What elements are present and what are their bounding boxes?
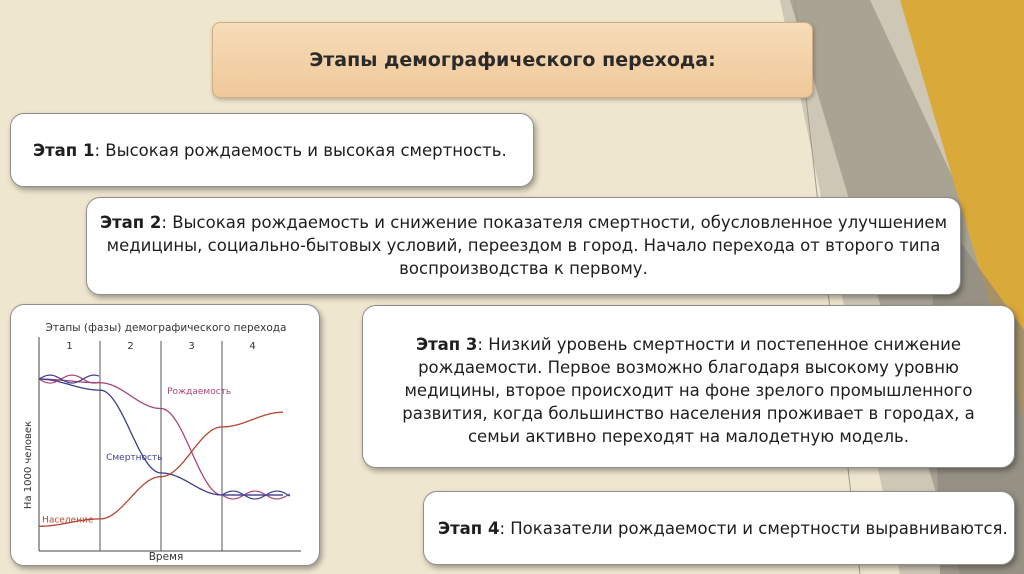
demographic-transition-chart <box>11 305 320 566</box>
stage-2-label: Этап 2 <box>99 213 162 232</box>
stage-2-box: Этап 2: Высокая рождаемость и снижение показателя смертности, обусловленное улучшением медицины, социально-бытовых условий, переездом в город. Начало перехода от второго типа воспроизводства к первому. <box>86 197 961 295</box>
stage-1-text: Высокая рождаемость и высокая смертность. <box>100 140 507 160</box>
phase-label: 3 <box>188 341 195 352</box>
death-annotation: Смертность <box>106 453 163 464</box>
stage-3-label: Этап 3 <box>415 335 478 354</box>
stage-2-text: Высокая рождаемость и снижение показателя смертности, обусловленное улучшением медицины, социально-бытовых условий, переездом в город. Начало перехода от второго типа воспроизводства к первому. <box>106 213 948 278</box>
stage-4-box: Этап 4: Показатели рождаемости и смертности выравниваются. <box>423 491 1015 565</box>
page-title: Этапы демографического перехода: <box>212 22 813 98</box>
stage-4-label: Этап 4 <box>438 518 500 538</box>
x-axis-label: Время <box>148 551 184 563</box>
stage-4-text: Показатели рождаемости и смертности выравниваются. <box>505 518 1008 538</box>
chart-card <box>10 304 320 566</box>
y-axis-label: На 1000 человек <box>23 420 34 510</box>
stage-1-box: Этап 1: Высокая рождаемость и высокая смертность. <box>10 113 534 187</box>
stage-1-label: Этап 1 <box>33 140 95 160</box>
phase-label: 1 <box>66 341 73 352</box>
population-annotation: Население <box>42 515 94 526</box>
phase-label: 2 <box>127 341 134 352</box>
chart-title: Этапы (фазы) демографического перехода <box>45 322 287 334</box>
birth-annotation: Рождаемость <box>167 386 232 397</box>
stage-3-text: Низкий уровень смертности и постепенное снижение рождаемости. Первое возможно благодаря высокому уровню медицины, второе происходит на фоне зрелого промышленного развития, когда большинство населения проживает в городах, а семьи активно переходят на малодетную модель. <box>402 335 975 446</box>
stage-3-box: Этап 3: Низкий уровень смертности и постепенное снижение рождаемости. Первое возможно благодаря высокому уровню медицины, второе происходит на фоне зрелого промышленного развития, когда большинство населения проживает в городах, а семьи активно переходят на малодетную модель. <box>362 305 1015 468</box>
phase-label: 4 <box>249 341 256 352</box>
